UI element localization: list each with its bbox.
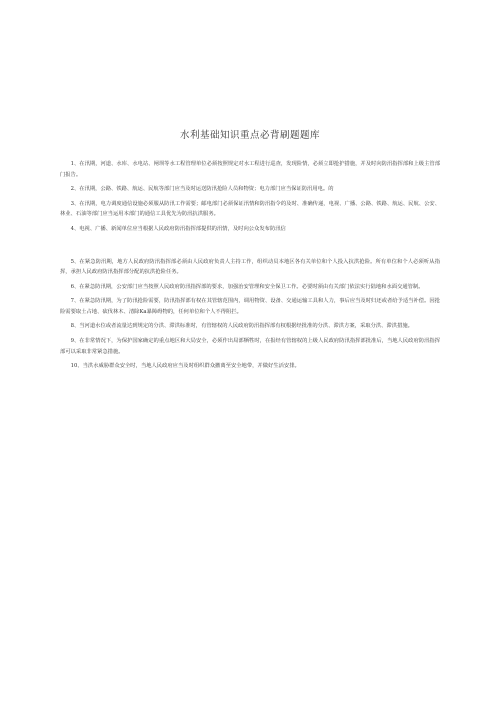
paragraph-9: 9、在非常情况下，为保护国家确定的重点地区和大局安全，必须作出局部牺牲时，在报经有管辖权的上级人民政府防汛指挥部批准后，当地人民政府防汛指挥部可以采取非常紧急措施。 — [60, 337, 440, 355]
paragraph-3: 3、在汛期，电力调度通信设施必须服从防汛工作需要；邮电部门必须保证汛情和防汛指令的及时、准确传递，电视、广播、公路、铁路、航运、民航、公安、林业、石油等部门应当运用本部门的通信工具优先为防汛抗洪服务。 — [60, 200, 440, 218]
document-title: 水利基础知识重点必背刷题题库 — [179, 130, 320, 141]
paragraph-10: 10、当洪水威胁群众安全时，当地人民政府应当及时组织群众撤离至安全地带，并做好生活安排。 — [70, 362, 300, 369]
paragraph-7: 7、在紧急防汛期，为了防汛抢险需要，防汛指挥部有权在其管辖范围内，调用物资、设备、交通运输工具和人力，事后应当及时归还或者给予适当补偿。因抢险需要取土占地、砍伐林木、清除Ka暴障碍物的，任何单位和个人不得阻拦。 — [60, 298, 440, 315]
paragraph-2: 2、在汛期，公路、铁路、航运、民航等部门应当及时运送防汛抢险人员和物资；电力部门应当保证防汛用电。的 — [70, 186, 334, 193]
paragraph-8: 8、当河道水位或者流量达到规定的分洪、滞洪标准时，有管辖权的人民政府防汛指挥部有权根据经批准的分洪、滞洪方案，采取分洪、滞洪措施。 — [70, 323, 413, 330]
paragraph-5: 5、在紧急防汛期，地方人民政府防汛指挥部必须由人民政府负责人主持工作，组织动员本地区各有关单位和个人投入抗洪抢险。所有单位和个人必须听从指挥，承担人民政府防汛指挥部分配的抗洪抢险任务。 — [60, 258, 440, 276]
document-body — [60, 159, 440, 375]
paragraph-1: 1、在汛期，河道、水库、水电站、闸坝等水工程管理单位必须按照规定对水工程进行巡查，发现险情，必须立即抢护措施，并及时向防汛指挥部和上级主管部门报告。 — [60, 161, 440, 178]
paragraph-6: 6、在紧急防汛期，公安部门应当按照人民政府防汛指挥部的要求，加强治安管理和安全保卫工作。必要时须由有关部门依法实行陆地和水面交通管制。 — [70, 283, 424, 290]
paragraph-4: 4、电视、广播、新闻单位应当根据人民政府防汛指挥部提供的汛情，及时向公众发布防汛信 — [70, 225, 286, 232]
